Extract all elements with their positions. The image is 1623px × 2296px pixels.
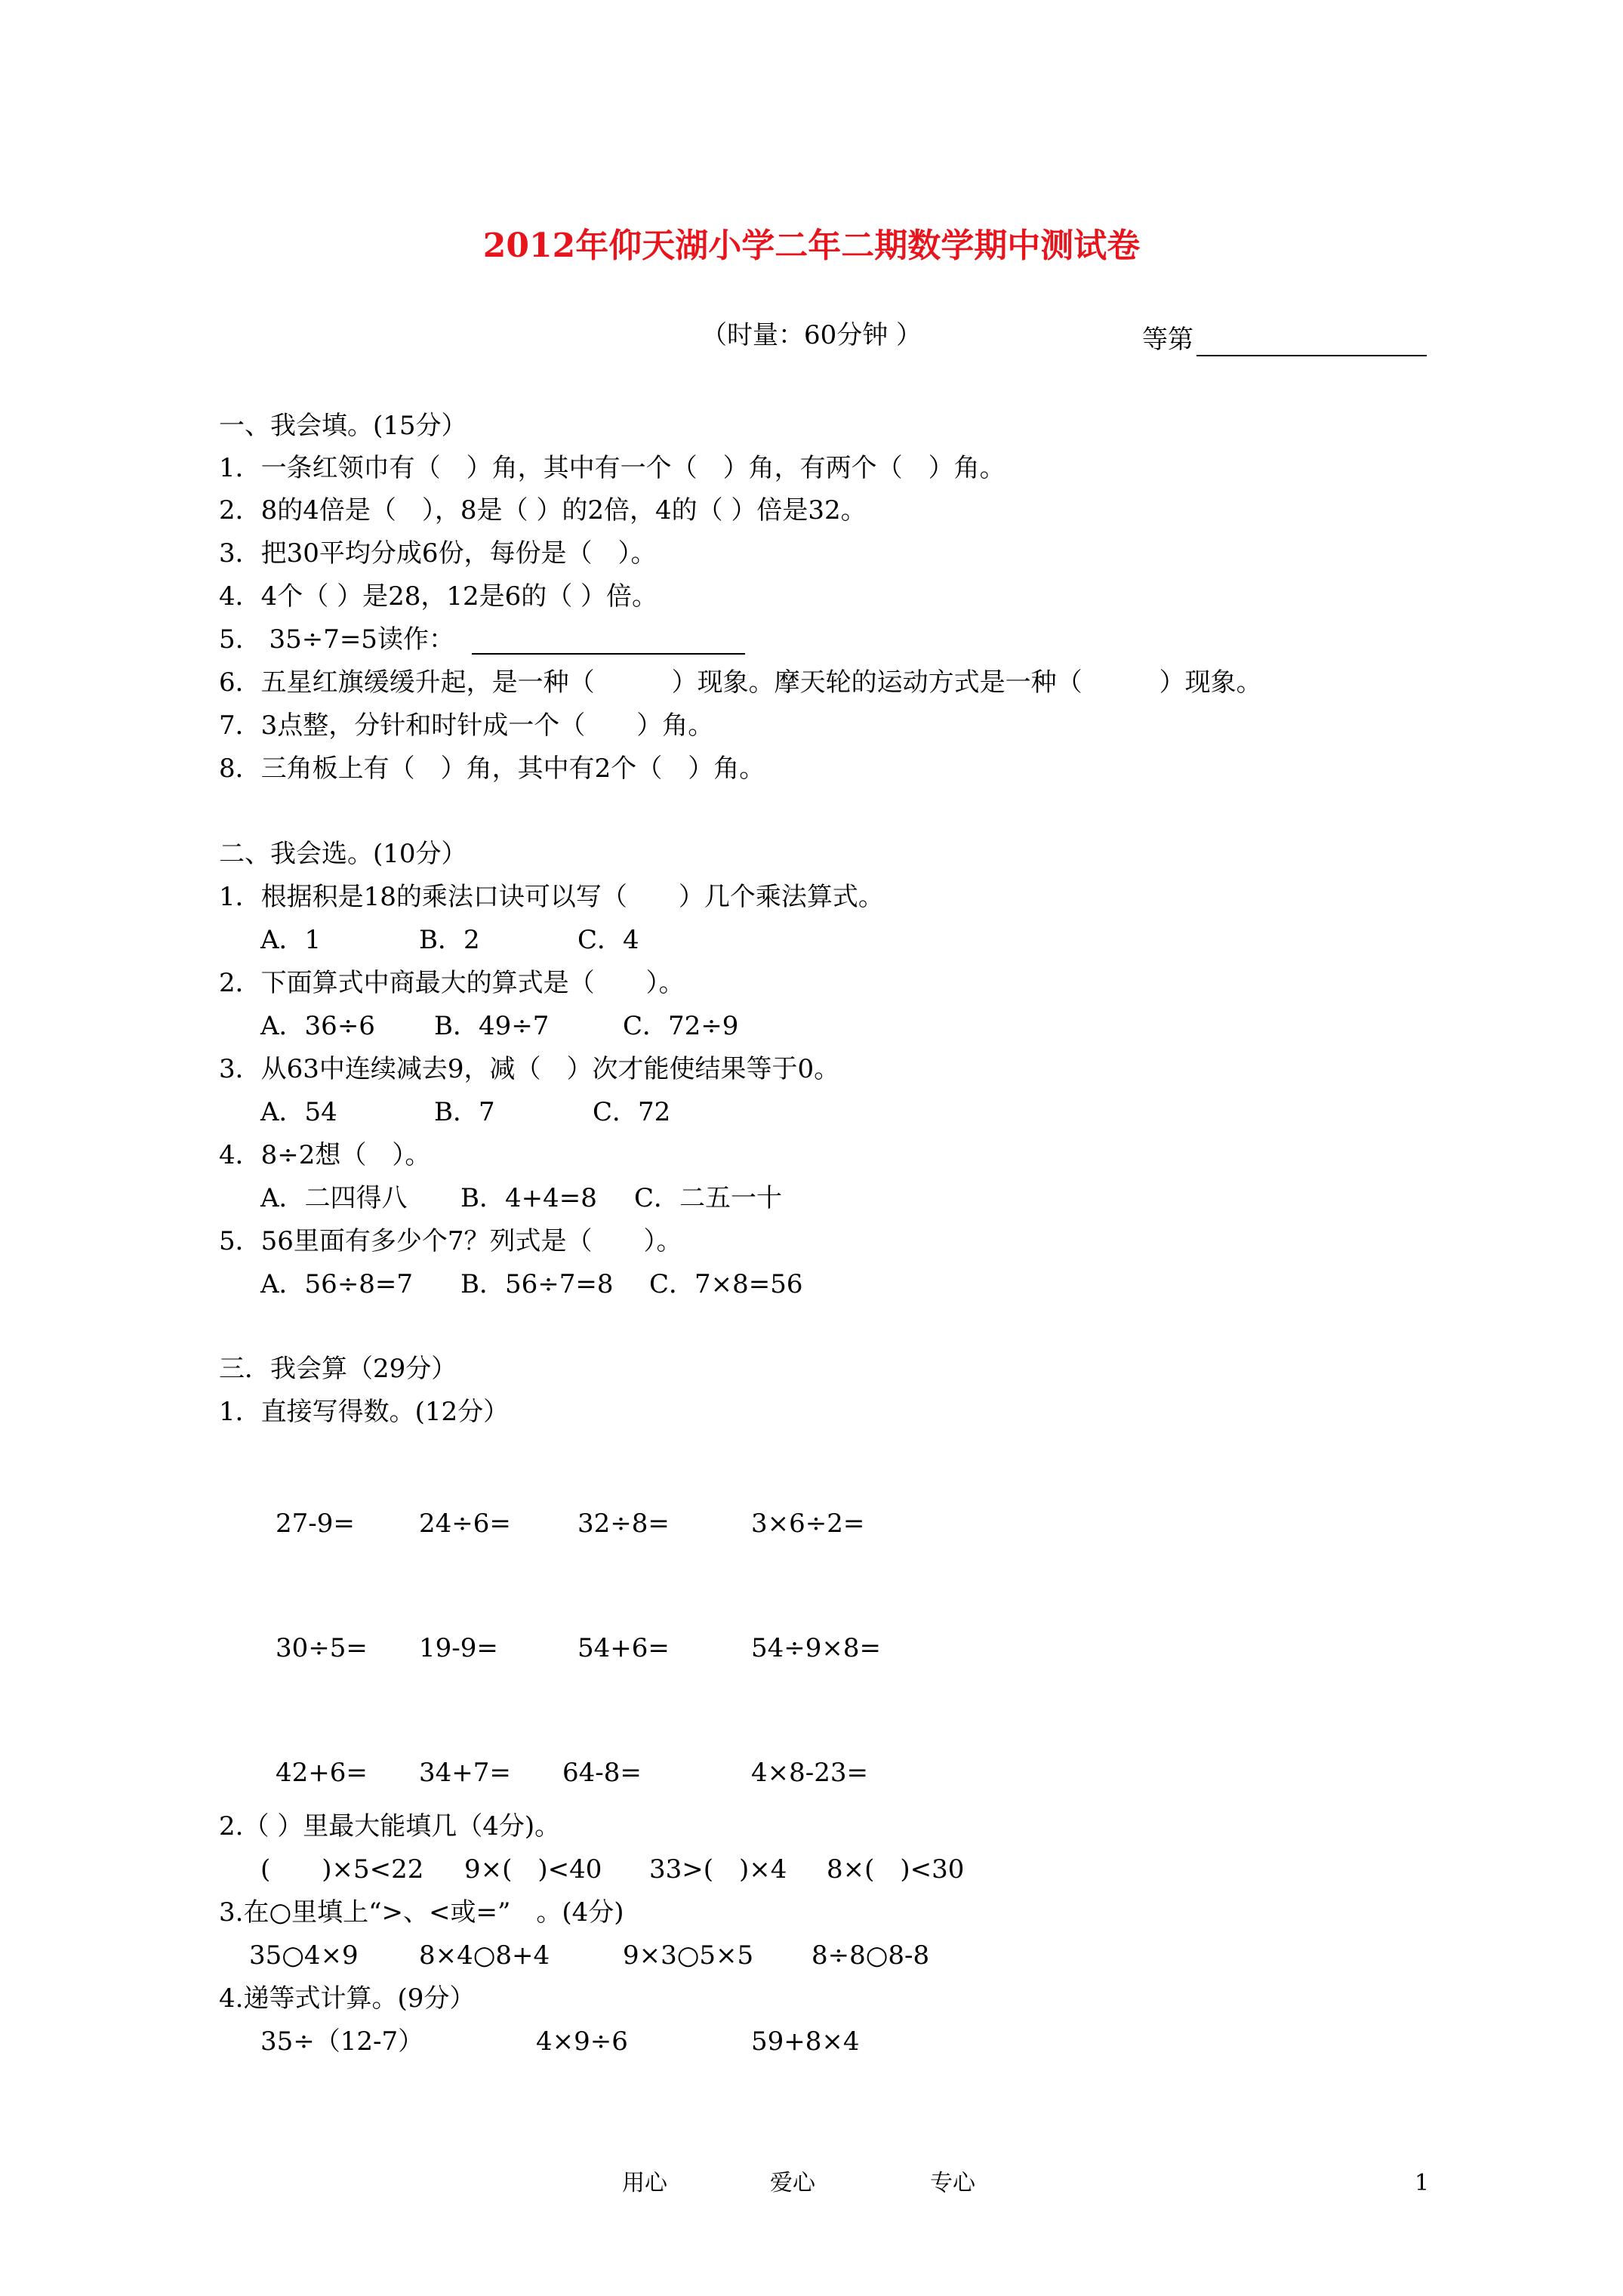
calc-r1-c3: 32÷8= <box>577 1509 670 1539</box>
choice-4-option-c: C．二五一十 <box>634 1183 783 1213</box>
choice-4-option-b: B．4+4=8 <box>460 1183 597 1213</box>
section1-heading: 一、我会填。(15分） <box>219 411 467 441</box>
max-fill-item-2: 9×( )<40 <box>464 1854 602 1885</box>
choice-5-option-b: B．56÷7=8 <box>460 1269 614 1299</box>
step-calc-title: 4.递等式计算。(9分） <box>219 1983 476 2014</box>
fill-question-7: 7．3点整，分针和时针成一个（ ）角。 <box>219 710 714 741</box>
choice-1-option-b: B．2 <box>419 925 480 955</box>
footer-word-1: 用心 <box>622 2170 667 2196</box>
grade-blank-line[interactable] <box>1196 355 1427 356</box>
calc-r2-c3: 54+6= <box>577 1633 670 1663</box>
choice-4-option-a: A．二四得八 <box>260 1183 408 1213</box>
section2-heading: 二、我会选。(10分） <box>219 839 467 869</box>
choice-1-option-c: C．4 <box>577 925 639 955</box>
step-calc-item-3: 59+8×4 <box>751 2026 860 2057</box>
calc-r2-c4: 54÷9×8= <box>751 1633 881 1663</box>
choice-2-option-b: B．49÷7 <box>434 1011 550 1041</box>
step-calc-item-1: 35÷（12-7） <box>260 2026 424 2057</box>
calc-r1-c2: 24÷6= <box>419 1509 511 1539</box>
direct-calc-title: 1．直接写得数。(12分） <box>219 1397 510 1427</box>
fill-question-6: 6．五星红旗缓缓升起，是一种（ ）现象。摩天轮的运动方式是一种（ ）现象。 <box>219 667 1262 698</box>
exam-duration: （时量：60分钟 ） <box>701 320 922 350</box>
section3-heading: 三．我会算（29分） <box>219 1354 457 1384</box>
choice-2-option-a: A．36÷6 <box>260 1011 375 1041</box>
max-fill-item-3: 33>( )×4 <box>649 1854 787 1885</box>
compare-title: 3.在○里填上“>、<或=” 。(4分) <box>219 1897 624 1928</box>
choice-5-option-c: C．7×8=56 <box>649 1269 803 1299</box>
calc-r2-c1: 30÷5= <box>276 1633 368 1663</box>
calc-r3-c4: 4×8-23= <box>751 1758 868 1788</box>
calc-r3-c1: 42+6= <box>276 1758 368 1788</box>
fill-question-3: 3．把30平均分成6份，每份是（ ）。 <box>219 538 657 569</box>
choice-2-option-c: C．72÷9 <box>623 1011 739 1041</box>
step-calc-item-2: 4×9÷6 <box>536 2026 628 2057</box>
compare-item-1: 35○4×9 <box>249 1940 359 1971</box>
choice-3-option-c: C．72 <box>593 1097 671 1127</box>
calc-r3-c2: 34+7= <box>419 1758 511 1788</box>
calc-r3-c3: 64-8= <box>562 1758 642 1788</box>
fill-question-2: 2．8的4倍是（ ），8是（ ）的2倍，4的（ ）倍是32。 <box>219 495 867 525</box>
choice-3-option-a: A．54 <box>260 1097 337 1127</box>
max-fill-item-4: 8×( )<30 <box>827 1854 965 1885</box>
footer-word-2: 爱心 <box>770 2170 815 2196</box>
compare-item-4: 8÷8○8-8 <box>812 1940 930 1971</box>
compare-item-2: 8×4○8+4 <box>419 1940 550 1971</box>
calc-r1-c1: 27-9= <box>276 1509 355 1539</box>
choice-3-option-b: B．7 <box>434 1097 495 1127</box>
max-fill-item-1: ( )×5<22 <box>260 1854 424 1885</box>
choice-question-3: 3．从63中连续减去9，减（ ）次才能使结果等于0。 <box>219 1054 840 1084</box>
fill-question-4: 4．4个（ ）是28，12是6的（ ）倍。 <box>219 581 658 612</box>
calc-r2-c2: 19-9= <box>419 1633 498 1663</box>
compare-item-3: 9×3○5×5 <box>623 1940 754 1971</box>
choice-question-4: 4．8÷2想（ ）。 <box>219 1140 431 1170</box>
choice-5-option-a: A．56÷8=7 <box>260 1269 414 1299</box>
calc-r1-c4: 3×6÷2= <box>751 1509 865 1539</box>
grade-label: 等第 <box>1142 325 1193 355</box>
page-number: 1 <box>1415 2170 1430 2196</box>
choice-question-1: 1．根据积是18的乘法口诀可以写（ ）几个乘法算式。 <box>219 882 884 912</box>
read-answer-blank[interactable] <box>472 653 745 655</box>
fill-question-1: 1．一条红领巾有（ ）角，其中有一个（ ）角，有两个（ ）角。 <box>219 453 1006 483</box>
fill-question-5: 5. 35÷7=5读作： <box>219 624 454 655</box>
page-title: 2012年仰天湖小学二年二期数学期中测试卷 <box>482 227 1141 265</box>
footer-word-3: 专心 <box>930 2170 975 2196</box>
max-fill-title: 2.（ ）里最大能填几（4分)。 <box>219 1811 561 1841</box>
fill-question-8: 8．三角板上有（ ）角，其中有2个（ ）角。 <box>219 754 765 784</box>
choice-question-5: 5．56里面有多少个7？列式是（ ）。 <box>219 1226 682 1256</box>
choice-question-2: 2．下面算式中商最大的算式是（ ）。 <box>219 968 685 998</box>
choice-1-option-a: A．1 <box>260 925 322 955</box>
